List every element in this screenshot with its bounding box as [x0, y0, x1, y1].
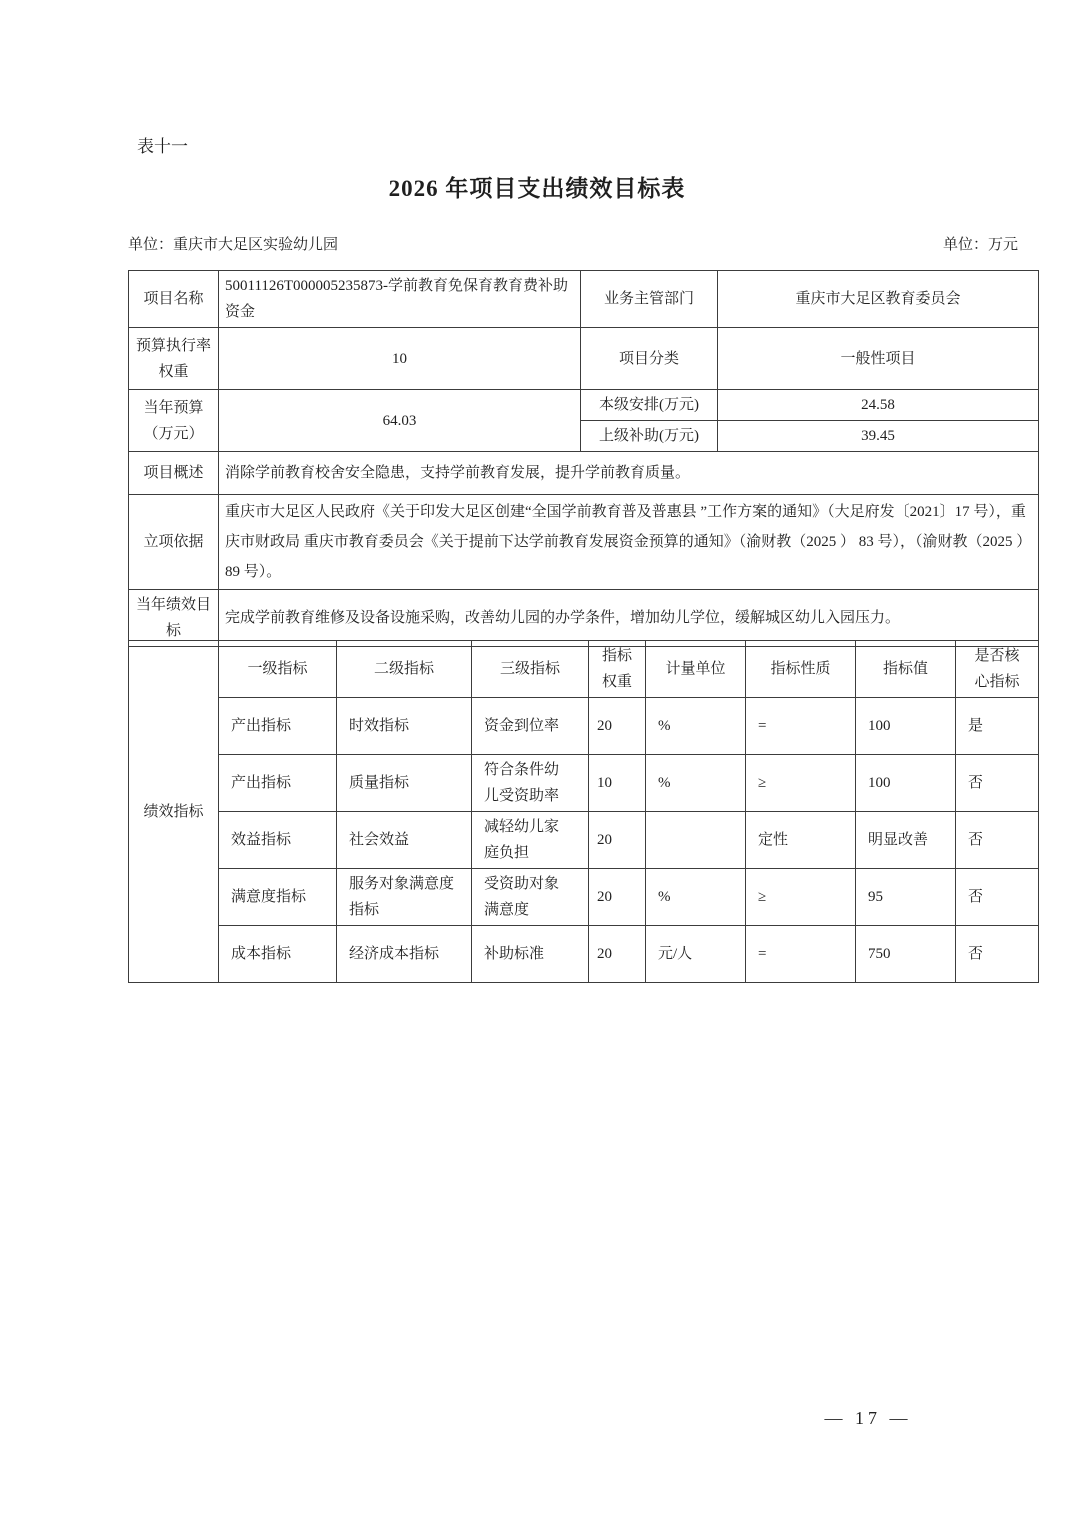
indicator-cell: 受资助对象满意度: [472, 869, 589, 926]
basis-label: 立项依据: [129, 495, 219, 590]
upper-subsidy-value: 39.45: [718, 421, 1039, 452]
table-row: [129, 495, 1039, 590]
indicator-row: [129, 812, 1039, 869]
year-budget-label: 当年预算（万元）: [129, 390, 219, 452]
indicator-cell: 20: [589, 812, 646, 869]
indicator-cell: 100: [856, 698, 956, 755]
indicator-cell: 否: [956, 869, 1039, 926]
goal-label: 当年绩效目标: [129, 590, 219, 647]
indicator-cell: 750: [856, 926, 956, 983]
table-number-label: 表十一: [137, 137, 188, 156]
indicator-cell: 95: [856, 869, 956, 926]
dept-label: 业务主管部门: [581, 271, 718, 328]
indicator-cell: 质量指标: [337, 755, 472, 812]
category-value: 一般性项目: [718, 328, 1039, 390]
indicators-header-row: [129, 641, 1039, 698]
dept-value: 重庆市大足区教育委员会: [718, 271, 1039, 328]
table-row: [129, 590, 1039, 647]
indicator-cell: 是: [956, 698, 1039, 755]
indicator-cell: 否: [956, 812, 1039, 869]
header-value: 指标值: [856, 641, 956, 698]
indicator-cell: 补助标准: [472, 926, 589, 983]
header-level1: 一级指标: [219, 641, 337, 698]
page-title: 2026 年项目支出绩效目标表: [388, 176, 686, 201]
indicator-cell: 元/人: [646, 926, 746, 983]
indicators-table: [128, 640, 1039, 983]
table-row: [129, 390, 1039, 421]
project-name-label: 项目名称: [129, 271, 219, 328]
indicator-cell: 社会效益: [337, 812, 472, 869]
indicator-row: [129, 926, 1039, 983]
indicator-cell: 明显改善: [856, 812, 956, 869]
header-level2: 二级指标: [337, 641, 472, 698]
header-level3: 三级指标: [472, 641, 589, 698]
budget-weight-label: 预算执行率权重: [129, 328, 219, 390]
local-arrangement-label: 本级安排(万元): [581, 390, 718, 421]
indicator-cell: 定性: [746, 812, 856, 869]
unit-line: [128, 233, 1018, 254]
indicator-cell: 否: [956, 926, 1039, 983]
unit-left-label: 单位：重庆市大足区实验幼儿园: [128, 237, 339, 253]
unit-right-label: 单位：万元: [942, 237, 1018, 253]
table-row: [129, 271, 1039, 328]
header-core: 是否核心指标: [956, 641, 1039, 698]
indicator-cell: 产出指标: [219, 755, 337, 812]
indicator-cell: %: [646, 755, 746, 812]
page-number: — 17 —: [824, 1408, 912, 1428]
indicator-cell: %: [646, 698, 746, 755]
budget-weight-value: 10: [219, 328, 581, 390]
goal-value: 完成学前教育维修及设备设施采购，改善幼儿园的办学条件，增加幼儿学位，缓解城区幼儿入园压力。: [219, 590, 1039, 647]
indicator-cell: 经济成本指标: [337, 926, 472, 983]
header-weight: 指标权重: [589, 641, 646, 698]
indicator-row: [129, 755, 1039, 812]
category-label: 项目分类: [581, 328, 718, 390]
project-info-table: [128, 270, 1039, 647]
overview-value: 消除学前教育校舍安全隐患，支持学前教育发展，提升学前教育质量。: [219, 452, 1039, 495]
indicator-cell: ≥: [746, 755, 856, 812]
local-arrangement-value: 24.58: [718, 390, 1039, 421]
upper-subsidy-label: 上级补助(万元): [581, 421, 718, 452]
indicator-cell: 资金到位率: [472, 698, 589, 755]
header-nature: 指标性质: [746, 641, 856, 698]
indicator-cell: 效益指标: [219, 812, 337, 869]
indicator-cell: 减轻幼儿家庭负担: [472, 812, 589, 869]
indicator-cell: 10: [589, 755, 646, 812]
indicator-cell: 100: [856, 755, 956, 812]
indicator-cell: 产出指标: [219, 698, 337, 755]
indicators-section-label: 绩效指标: [129, 641, 219, 983]
indicator-cell: ≥: [746, 869, 856, 926]
table-row: [129, 452, 1039, 495]
year-budget-value: 64.03: [219, 390, 581, 452]
project-name-value: 50011126T000005235873-学前教育免保育教育费补助资金: [219, 271, 581, 328]
indicator-cell: 满意度指标: [219, 869, 337, 926]
indicator-cell: =: [746, 698, 856, 755]
basis-value: 重庆市大足区人民政府《关于印发大足区创建“全国学前教育普及普惠县 ”工作方案的通知》（大足府发〔2021〕17 号），重庆市财政局 重庆市教育委员会《关于提前下达学前教育发展资金预算的通知》（渝财教（2025 ） 83 号），（渝财教（2025 ） 89 号）。: [219, 495, 1039, 590]
indicator-cell: %: [646, 869, 746, 926]
indicator-cell: 20: [589, 869, 646, 926]
indicator-cell: 20: [589, 926, 646, 983]
indicator-cell: 服务对象满意度指标: [337, 869, 472, 926]
header-unit: 计量单位: [646, 641, 746, 698]
indicator-cell: 时效指标: [337, 698, 472, 755]
indicator-cell: 符合条件幼儿受资助率: [472, 755, 589, 812]
indicator-cell: 成本指标: [219, 926, 337, 983]
table-row: [129, 328, 1039, 390]
indicator-cell: [646, 812, 746, 869]
overview-label: 项目概述: [129, 452, 219, 495]
indicator-row: [129, 869, 1039, 926]
indicator-cell: =: [746, 926, 856, 983]
indicator-row: [129, 698, 1039, 755]
indicator-cell: 否: [956, 755, 1039, 812]
indicator-cell: 20: [589, 698, 646, 755]
